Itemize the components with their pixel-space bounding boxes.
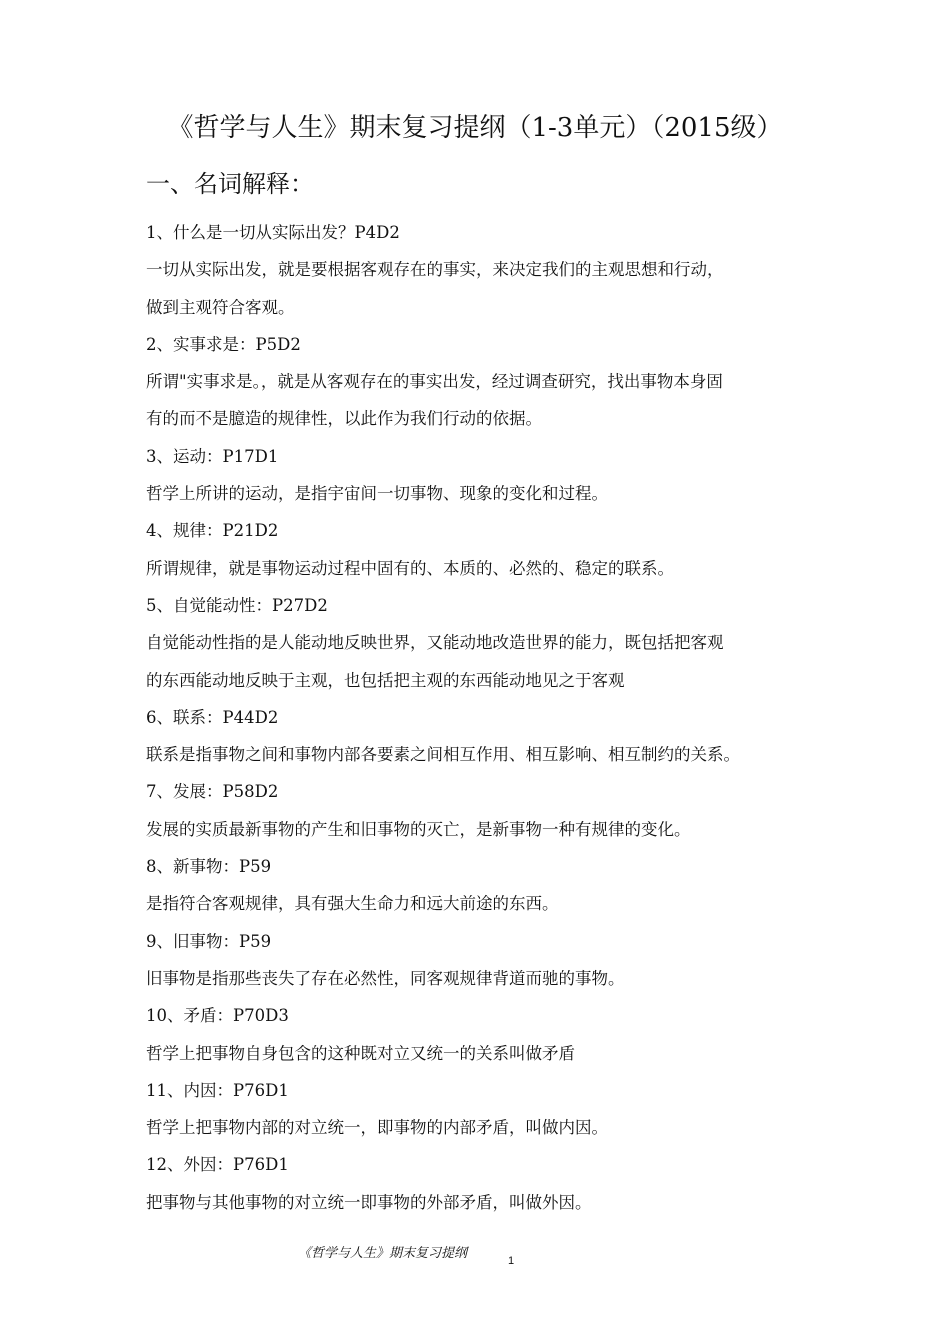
- term-heading: 3、运动：P17D1: [146, 446, 279, 466]
- term-heading: 5、自觉能动性：P27D2: [146, 595, 328, 615]
- page-number: 1: [508, 1255, 515, 1267]
- term-heading: 9、旧事物：P59: [146, 931, 272, 951]
- footer-text: 《哲学与人生》期末复习提纲: [298, 1246, 468, 1261]
- term-heading: 2、实事求是：P5D2: [146, 334, 301, 354]
- term-heading: 1、什么是一切从实际出发？P4D2: [146, 223, 400, 242]
- definition-line: 做到主观符合客观。: [146, 297, 295, 317]
- page-footer: [0, 1244, 950, 1268]
- definition-line: 哲学上把事物内部的对立统一，即事物的内部矛盾，叫做内因。: [146, 1118, 608, 1138]
- term-heading: 10、矛盾：P70D3: [146, 1006, 289, 1026]
- document-body: [146, 214, 816, 1221]
- term-heading: 4、规律：P21D2: [146, 521, 279, 541]
- definition-line: 所谓"实事求是。，就是从客观存在的事实出发，经过调查研究，找出事物本身固: [146, 372, 723, 392]
- definition-line: 是指符合客观规律，具有强大生命力和远大前途的东西。: [146, 894, 559, 914]
- document-title: 《哲学与人生》期末复习提纲（1-3单元）（2015级）: [167, 113, 783, 143]
- definition-line: 有的而不是臆造的规律性，以此作为我们行动的依据。: [146, 409, 542, 429]
- definition-line: 所谓规律，就是事物运动过程中固有的、本质的、必然的、稳定的联系。: [146, 558, 674, 578]
- definition-line: 把事物与其他事物的对立统一即事物的外部矛盾，叫做外因。: [146, 1192, 592, 1212]
- term-heading: 11、内因：P76D1: [146, 1080, 289, 1100]
- definition-line: 哲学上把事物自身包含的这种既对立又统一的关系叫做矛盾: [146, 1043, 575, 1063]
- definition-line: 哲学上所讲的运动，是指宇宙间一切事物、现象的变化和过程。: [146, 484, 608, 504]
- definition-line: 旧事物是指那些丧失了存在必然性，同客观规律背道而驰的事物。: [146, 968, 625, 988]
- definition-line: 发展的实质最新事物的产生和旧事物的灭亡，是新事物一种有规律的变化。: [146, 819, 691, 839]
- term-heading: 6、联系：P44D2: [146, 707, 279, 727]
- definition-line: 自觉能动性指的是人能动地反映世界，又能动地改造世界的能力，既包括把客观: [146, 633, 724, 653]
- term-heading: 8、新事物：P59: [146, 857, 272, 877]
- definition-line: 联系是指事物之间和事物内部各要素之间相互作用、相互影响、相互制约的关系。: [146, 745, 740, 765]
- definition-line: 的东西能动地反映于主观，也包括把主观的东西能动地见之于客观: [146, 670, 625, 690]
- section-heading: 一、名词解释：: [146, 170, 314, 198]
- term-heading: 7、发展：P58D2: [146, 782, 279, 802]
- definition-line: 一切从实际出发，就是要根据客观存在的事实，来决定我们的主观思想和行动，: [146, 260, 724, 280]
- term-heading: 12、外因：P76D1: [146, 1155, 289, 1175]
